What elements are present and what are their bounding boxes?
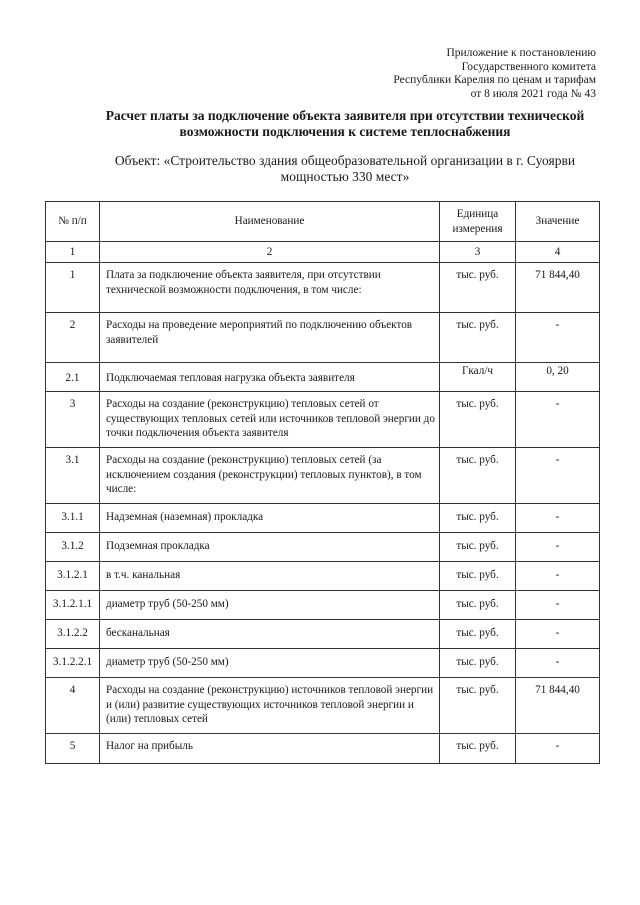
row-number: 4: [46, 678, 100, 734]
annex-line: от 8 июля 2021 года № 43: [470, 87, 596, 100]
row-value: 71 844,40: [516, 263, 600, 313]
table-row: [46, 392, 600, 448]
annex-note: [393, 47, 596, 101]
row-name: Расходы на создание (реконструкцию) источников тепловой энергии и (или) развитие существующих источников тепловой энергии и (или) тепловых сетей: [100, 678, 440, 734]
row-value: -: [516, 649, 600, 678]
row-value: -: [516, 591, 600, 620]
table-row: [46, 313, 600, 363]
table-row: [46, 562, 600, 591]
column-index-row: [46, 242, 600, 263]
table-row: [46, 504, 600, 533]
row-name: Расходы на создание (реконструкцию) тепловых сетей от существующих тепловых сетей или источников тепловой энергии до точки подключения объекта заявителя: [100, 392, 440, 448]
row-value: -: [516, 620, 600, 649]
row-name: Расходы на проведение мероприятий по подключению объектов заявителей: [100, 313, 440, 363]
row-value: -: [516, 562, 600, 591]
row-name: Подземная прокладка: [100, 533, 440, 562]
row-number: 2.1: [46, 363, 100, 392]
row-unit: тыс. руб.: [440, 533, 516, 562]
table-row: [46, 620, 600, 649]
row-number: 3.1.2.2.1: [46, 649, 100, 678]
annex-line: Республики Карелия по ценам и тарифам: [393, 74, 596, 86]
annex-line: Приложение к постановлению: [446, 47, 596, 59]
row-value: -: [516, 313, 600, 363]
row-value: -: [516, 392, 600, 448]
object-description: [90, 153, 600, 185]
row-name: Расходы на создание (реконструкцию) тепловых сетей (за исключением создания (реконструкции) тепловых пунктов), в том числе:: [100, 448, 440, 504]
annex-line: Государственного комитета: [461, 60, 596, 73]
title-line: возможности подключения к системе теплоснабжения: [179, 124, 511, 139]
table-row: [46, 533, 600, 562]
row-unit: Гкал/ч: [440, 363, 516, 392]
object-line: Объект: «Строительство здания общеобразовательной организации в г. Суоярви: [114, 153, 576, 168]
row-unit: тыс. руб.: [440, 734, 516, 764]
row-unit: тыс. руб.: [440, 562, 516, 591]
row-value: -: [516, 533, 600, 562]
table-row: [46, 678, 600, 734]
row-unit: тыс. руб.: [440, 392, 516, 448]
row-number: 3: [46, 392, 100, 448]
row-unit: тыс. руб.: [440, 620, 516, 649]
index-cell: 4: [516, 242, 600, 263]
row-number: 2: [46, 313, 100, 363]
object-line: мощностью 330 мест»: [280, 169, 410, 184]
row-unit: тыс. руб.: [440, 263, 516, 313]
row-number: 3.1.2.2: [46, 620, 100, 649]
table-row: [46, 649, 600, 678]
row-name: Подключаемая тепловая нагрузка объекта заявителя: [100, 363, 440, 392]
index-cell: 2: [100, 242, 440, 263]
index-cell: 1: [46, 242, 100, 263]
table-row: [46, 448, 600, 504]
header-number: № п/п: [46, 202, 100, 242]
row-name: Плата за подключение объекта заявителя, при отсутствии технической возможности подключения, в том числе:: [100, 263, 440, 313]
row-value: 71 844,40: [516, 678, 600, 734]
table-row: [46, 591, 600, 620]
index-cell: 3: [440, 242, 516, 263]
row-number: 3.1.1: [46, 504, 100, 533]
row-number: 5: [46, 734, 100, 764]
row-number: 3.1.2.1: [46, 562, 100, 591]
row-unit: тыс. руб.: [440, 649, 516, 678]
table-row: [46, 363, 600, 392]
row-number: 1: [46, 263, 100, 313]
document-title: [90, 108, 600, 140]
row-number: 3.1.2: [46, 533, 100, 562]
row-value: 0, 20: [516, 363, 600, 392]
row-number: 3.1: [46, 448, 100, 504]
header-unit: Единица измерения: [440, 202, 516, 242]
row-unit: тыс. руб.: [440, 678, 516, 734]
table-row: [46, 263, 600, 313]
row-name: диаметр труб (50-250 мм): [100, 591, 440, 620]
row-unit: тыс. руб.: [440, 504, 516, 533]
row-name: в т.ч. канальная: [100, 562, 440, 591]
row-value: -: [516, 734, 600, 764]
calculation-table: [45, 201, 600, 764]
row-unit: тыс. руб.: [440, 591, 516, 620]
table-row: [46, 734, 600, 764]
row-value: -: [516, 504, 600, 533]
header-name: Наименование: [100, 202, 440, 242]
row-name: Налог на прибыль: [100, 734, 440, 764]
row-name: Надземная (наземная) прокладка: [100, 504, 440, 533]
header-value: Значение: [516, 202, 600, 242]
row-value: -: [516, 448, 600, 504]
row-number: 3.1.2.1.1: [46, 591, 100, 620]
title-line: Расчет платы за подключение объекта заявителя при отсутствии технической: [105, 108, 585, 123]
row-unit: тыс. руб.: [440, 448, 516, 504]
row-unit: тыс. руб.: [440, 313, 516, 363]
row-name: диаметр труб (50-250 мм): [100, 649, 440, 678]
table-header-row: [46, 202, 600, 242]
row-name: бесканальная: [100, 620, 440, 649]
